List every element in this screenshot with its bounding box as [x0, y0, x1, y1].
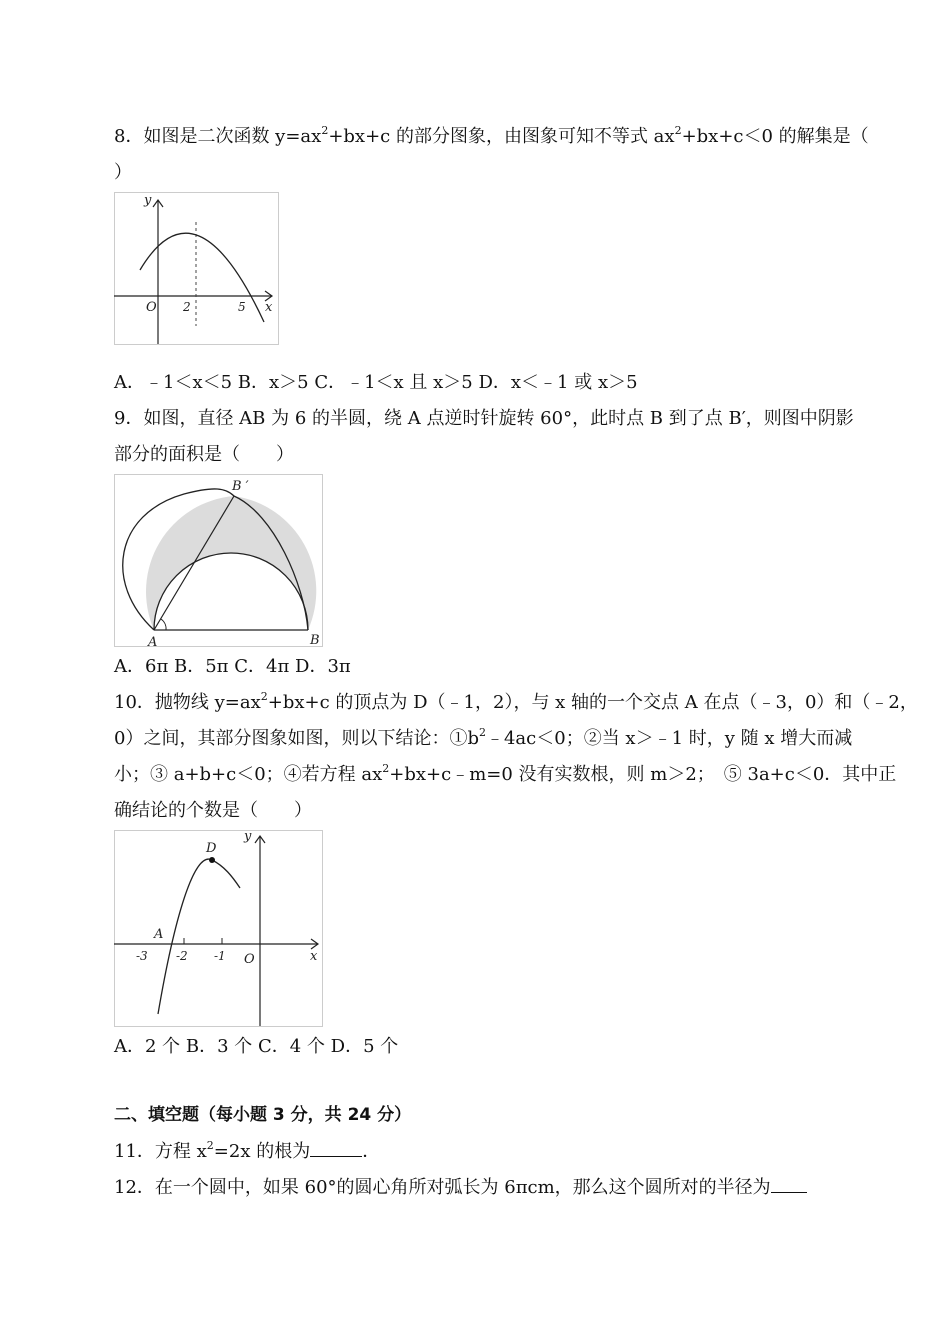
q10-stem-line2 — [114, 726, 852, 752]
q10-label-a: A — [154, 927, 164, 942]
q11-text-end: ． — [362, 1141, 381, 1162]
q10-tick-m1: -1 — [214, 949, 226, 963]
q10-tick-m3: -3 — [136, 949, 148, 963]
q10-sup-1: 2 — [260, 690, 268, 703]
q8-tick-2: 2 — [183, 300, 191, 314]
q10-stem-line1 — [114, 690, 918, 716]
q8-stem-line1 — [114, 124, 869, 150]
q8-origin-label: O — [146, 300, 157, 315]
q9-label-b-prime: B ′ — [232, 479, 249, 494]
q9-figure — [114, 474, 329, 650]
q8-stem-line2: ） — [114, 162, 132, 183]
q10-label-d: D — [206, 841, 217, 856]
q11-answer-blank[interactable] — [310, 1138, 362, 1157]
q9-stem-line2: 部分的面积是（ ） — [114, 444, 294, 465]
q10-text-d: ﹣4ac＜0；②当 x＞﹣1 时，y 随 x 增大而减 — [485, 728, 853, 749]
q10-text-a: 10．抛物线 y=ax — [114, 692, 261, 713]
q11-text-b: =2x 的根为 — [213, 1141, 311, 1162]
q9-options: A．6π B．5π C．4π D．3π — [114, 656, 351, 677]
q8-tick-5: 5 — [238, 300, 246, 314]
q9-shaded-region — [146, 496, 316, 630]
q10-parabola — [158, 859, 240, 1014]
q10-sup-3: 2 — [382, 762, 390, 775]
q11-stem — [114, 1138, 380, 1165]
q8-x-label: x — [265, 300, 273, 315]
q8-text-b: +bx+c 的部分图象，由图象可知不等式 ax — [328, 126, 675, 147]
q8-y-label: y — [144, 193, 152, 208]
q10-figure — [114, 830, 329, 1030]
q10-options: A．2 个 B．3 个 C．4 个 D．5 个 — [114, 1036, 399, 1057]
q10-x-label: x — [310, 949, 318, 964]
q8-sup-1: 2 — [321, 124, 329, 137]
q10-origin-label: O — [244, 952, 255, 967]
q10-y-label: y — [244, 829, 252, 844]
q11-sup: 2 — [206, 1139, 214, 1152]
q10-text-c: 0）之间，其部分图象如图，则以下结论：①b — [114, 728, 479, 749]
q12-stem — [114, 1174, 807, 1201]
q10-stem-line4: 确结论的个数是（ ） — [114, 800, 312, 821]
q9-stem-line1: 9．如图，直径 AB 为 6 的半圆，绕 A 点逆时针旋转 60°，此时点 B 到了点 B′，则图中阴影 — [114, 408, 854, 429]
q9-label-b: B — [310, 633, 320, 648]
q8-figure-frame — [115, 193, 279, 345]
q10-text-f: +bx+c﹣m=0 没有实数根，则 m＞2； ⑤ 3a+c＜0．其中正 — [389, 764, 897, 785]
q11-text-a: 11．方程 x — [114, 1141, 207, 1162]
q8-sup-2: 2 — [674, 124, 682, 137]
q10-text-e: 小；③ a+b+c＜0；④若方程 ax — [114, 764, 383, 785]
q10-sup-2: 2 — [478, 726, 486, 739]
q9-angle-mark — [161, 619, 166, 630]
q8-text-a: 8．如图是二次函数 y=ax — [114, 126, 322, 147]
q8-text-c: +bx+c＜0 的解集是（ — [681, 126, 869, 147]
q10-figure-frame — [115, 831, 323, 1027]
q12-text: 12．在一个圆中，如果 60°的圆心角所对弧长为 6πcm，那么这个圆所对的半径为 — [114, 1177, 771, 1198]
q10-stem-line3 — [114, 762, 896, 788]
q12-answer-blank[interactable] — [771, 1174, 807, 1193]
q10-tick-m2: -2 — [176, 949, 188, 963]
q9-label-a: A — [148, 635, 158, 650]
q8-options: A．﹣1＜x＜5 B．x＞5 C．﹣1＜x 且 x＞5 D．x＜﹣1 或 x＞5 — [114, 372, 638, 393]
section2-title: 二、填空题（每小题 3 分，共 24 分） — [114, 1105, 412, 1125]
q10-vertex-d — [209, 857, 215, 863]
q8-figure — [114, 192, 284, 350]
q10-text-b: +bx+c 的顶点为 D（﹣1，2），与 x 轴的一个交点 A 在点（﹣3，0）和（﹣2， — [267, 692, 918, 713]
